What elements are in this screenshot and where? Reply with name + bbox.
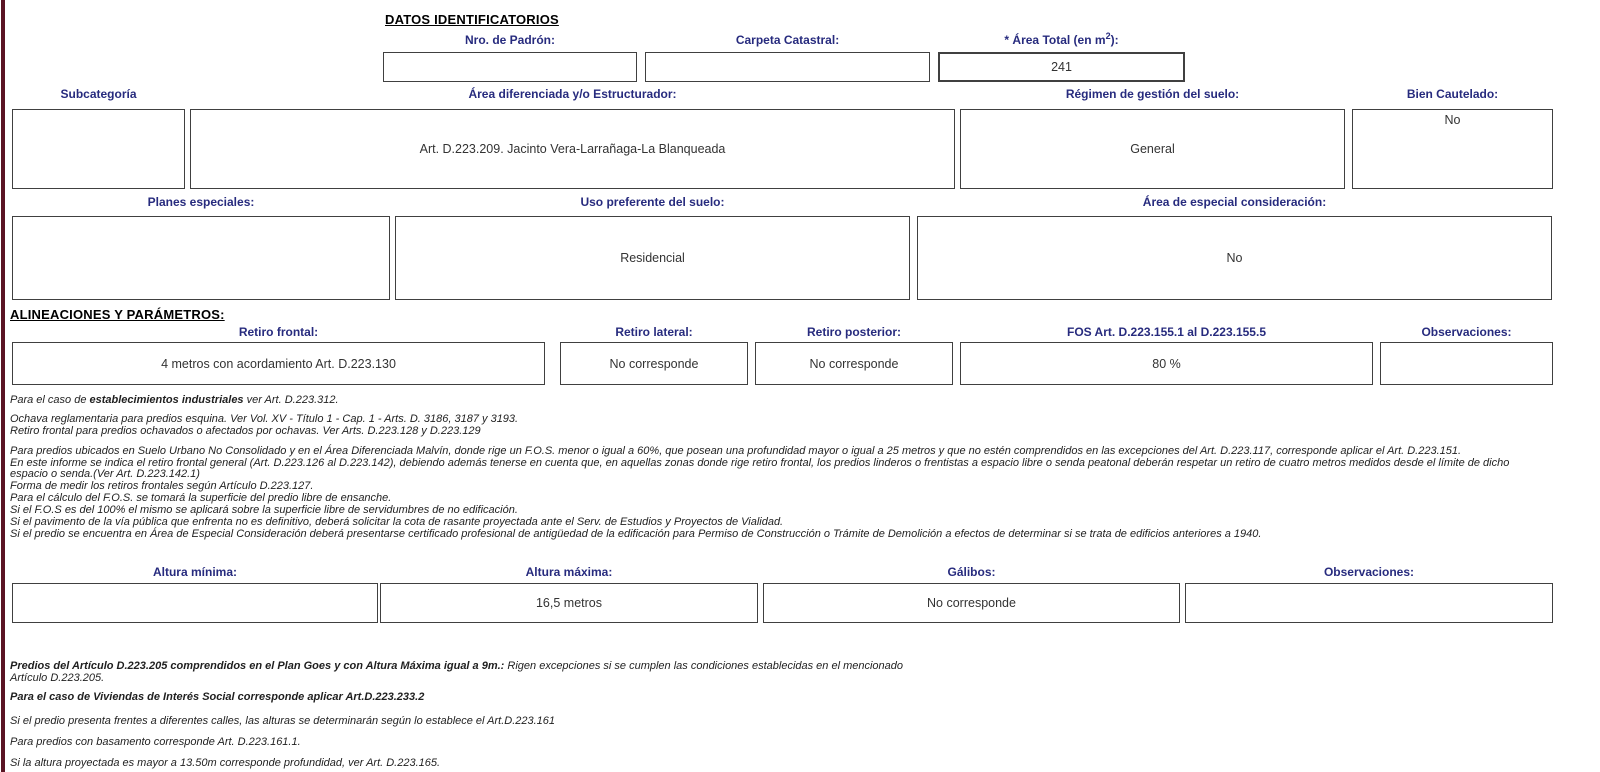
altura-maxima-field[interactable]: 16,5 metros bbox=[380, 583, 758, 623]
padron-label: Nro. de Padrón: bbox=[464, 33, 555, 47]
notas-finales-block bbox=[0, 716, 1600, 770]
nota-plan-goes bbox=[10, 661, 1600, 685]
nota-final-1: Si el predio presenta frentes a diferentes calles, las alturas se determinarán según lo establece el Art.D.223.161 bbox=[10, 715, 556, 728]
alineaciones-parametros-title: ALINEACIONES Y PARÁMETROS: bbox=[10, 307, 225, 322]
nota-viviendas-interes-social: Para el caso de Viviendas de Interés Social corresponde aplicar Art.D.223.233.2 bbox=[10, 691, 425, 704]
nota-goes-rest: Rigen excepciones si se cumplen las condiciones establecidas en el mencionado bbox=[504, 659, 904, 672]
observaciones-retiros-field[interactable] bbox=[1380, 342, 1553, 385]
nota-general-8: Si el predio se encuentra en Área de Especial Consideración deberá presentarse certificado profesional de antigüedad de la edificación para Permiso de Construcción o Trámite de Demolición a efectos de determinar si se trata de edificios anteriores a 1940. bbox=[10, 527, 1262, 540]
uso-preferente-field[interactable]: Residencial bbox=[395, 216, 910, 300]
retiro-frontal-field[interactable]: 4 metros con acordamiento Art. D.223.130 bbox=[12, 342, 545, 385]
galibos-label: Gálibos: bbox=[947, 564, 996, 579]
datos-identificatorios-title: DATOS IDENTIFICATORIOS bbox=[385, 12, 559, 27]
area-total-label-sup: 2 bbox=[1105, 31, 1111, 41]
regimen-gestion-field[interactable]: General bbox=[960, 109, 1345, 189]
fos-label: FOS Art. D.223.155.1 al D.223.155.5 bbox=[1066, 325, 1266, 339]
nota-general-2: En este informe se indica el retiro frontal general (Art. D.223.126 al D.223.142), debiendo además tenerse en cuenta que, en aquellas zonas donde rige retiro frontal, los predios linderos o frentistas a espacio libre o senda peatonal deberán respetar un retiro de cuatro metros medidos desde el límite de dicho bbox=[10, 456, 1510, 469]
planes-especiales-label: Planes especiales: bbox=[147, 195, 255, 209]
notas-ochava-block bbox=[0, 414, 1600, 438]
identification-fields-row bbox=[383, 31, 1600, 82]
nota-goes-bold: Predios del Artículo D.223.205 comprendidos en el Plan Goes y con Altura Máxima igual a 9m.: bbox=[10, 659, 505, 672]
area-total-field[interactable]: 241 bbox=[938, 52, 1185, 82]
bien-cautelado-field[interactable]: No bbox=[1352, 109, 1553, 189]
altura-minima-label: Altura mínima: bbox=[152, 564, 237, 579]
subcategoria-label: Subcategoría bbox=[60, 87, 137, 101]
nota-industriales-bold: establecimientos industriales bbox=[89, 394, 244, 406]
nota-general-4: Forma de medir los retiros frontales según Artículo D.223.127. bbox=[10, 480, 314, 493]
nota-general-5: Para el cálculo del F.O.S. se tomará la superficie del predio libre de ensanche. bbox=[10, 492, 392, 505]
nota-establecimientos-industriales bbox=[10, 395, 1600, 407]
altura-maxima-label: Altura máxima: bbox=[525, 564, 613, 579]
nota-goes-line2: Artículo D.223.205. bbox=[10, 671, 105, 684]
notas-generales-block bbox=[0, 446, 1600, 541]
retiro-lateral-field[interactable]: No corresponde bbox=[560, 342, 748, 385]
area-total-label bbox=[938, 31, 1185, 47]
planes-especiales-field[interactable] bbox=[12, 216, 390, 300]
area-diferenciada-label: Área diferenciada y/o Estructurador: bbox=[468, 87, 677, 101]
galibos-field[interactable]: No corresponde bbox=[763, 583, 1180, 623]
retiro-frontal-label: Retiro frontal: bbox=[238, 325, 319, 339]
observaciones-alturas-field[interactable] bbox=[1185, 583, 1553, 623]
nota-final-2: Para predios con basamento corresponde Art. D.223.161.1. bbox=[10, 736, 301, 749]
uso-preferente-label: Uso preferente del suelo: bbox=[580, 195, 725, 209]
nota-industriales-pre: Para el caso de bbox=[10, 394, 90, 406]
area-total-label-colon: ): bbox=[1110, 33, 1119, 47]
area-especial-consideracion-label: Área de especial consideración: bbox=[1142, 195, 1327, 209]
alturas-row bbox=[12, 565, 1600, 623]
padron-field[interactable] bbox=[383, 52, 637, 82]
nota-general-1: Para predios ubicados en Suelo Urbano No Consolidado y en el Área Diferenciada Malvín, donde rige un F.O.S. menor o igual a 60%, que posean una profundidad mayor o igual a 25 metros y que no estén comprendidos en las excepciones del Art. D.223.117, corresponde aplicar el Art. D.223.151. bbox=[10, 444, 1462, 457]
nota-general-6: Si el F.O.S es del 100% el mismo se aplicará sobre la superficie libre de servidumbres de no edificación. bbox=[10, 504, 518, 516]
carpeta-catastral-label: Carpeta Catastral: bbox=[735, 33, 840, 47]
observaciones-retiros-label: Observaciones: bbox=[1421, 325, 1512, 339]
subcategoria-field[interactable] bbox=[12, 109, 185, 189]
area-total-label-text: * Área Total (en m bbox=[1004, 33, 1106, 47]
retiro-lateral-label: Retiro lateral: bbox=[615, 325, 693, 339]
observaciones-alturas-label: Observaciones: bbox=[1323, 564, 1415, 579]
nota-industriales-post: ver Art. D.223.312. bbox=[243, 394, 339, 406]
category-row bbox=[12, 87, 1600, 189]
retiro-posterior-label: Retiro posterior: bbox=[806, 325, 901, 339]
bien-cautelado-label: Bien Cautelado: bbox=[1406, 87, 1499, 101]
nota-general-3: espacio o senda.(Ver Art. D.223.142.1) bbox=[10, 468, 200, 481]
planes-row bbox=[12, 195, 1600, 300]
nota-ochava-1: Ochava reglamentaria para predios esquina. Ver Vol. XV - Título 1 - Cap. 1 - Arts. D. 3186, 3187 y 3193. bbox=[10, 412, 519, 425]
area-diferenciada-field[interactable]: Art. D.223.209. Jacinto Vera-Larrañaga-La Blanqueada bbox=[190, 109, 955, 189]
nota-ochava-2: Retiro frontal para predios ochavados o afectados por ochavas. Ver Arts. D.223.128 y D.223.129 bbox=[10, 424, 481, 437]
fos-field[interactable]: 80 % bbox=[960, 342, 1373, 385]
carpeta-catastral-field[interactable] bbox=[645, 52, 930, 82]
retiro-posterior-field[interactable]: No corresponde bbox=[755, 342, 953, 385]
area-especial-consideracion-field[interactable]: No bbox=[917, 216, 1552, 300]
left-maroon-bar bbox=[1, 0, 5, 772]
altura-minima-field[interactable] bbox=[12, 583, 378, 623]
regimen-gestion-label: Régimen de gestión del suelo: bbox=[1065, 87, 1240, 101]
nota-final-3: Si la altura proyectada es mayor a 13.50m corresponde profundidad, ver Art. D.223.165. bbox=[10, 757, 441, 769]
retiros-row bbox=[12, 325, 1600, 385]
nota-general-7: Si el pavimento de la vía pública que enfrenta no es definitivo, deberá solicitar la cota de rasante proyectada ante el Serv. de Estudios y Proyectos de Vialidad. bbox=[10, 515, 784, 528]
